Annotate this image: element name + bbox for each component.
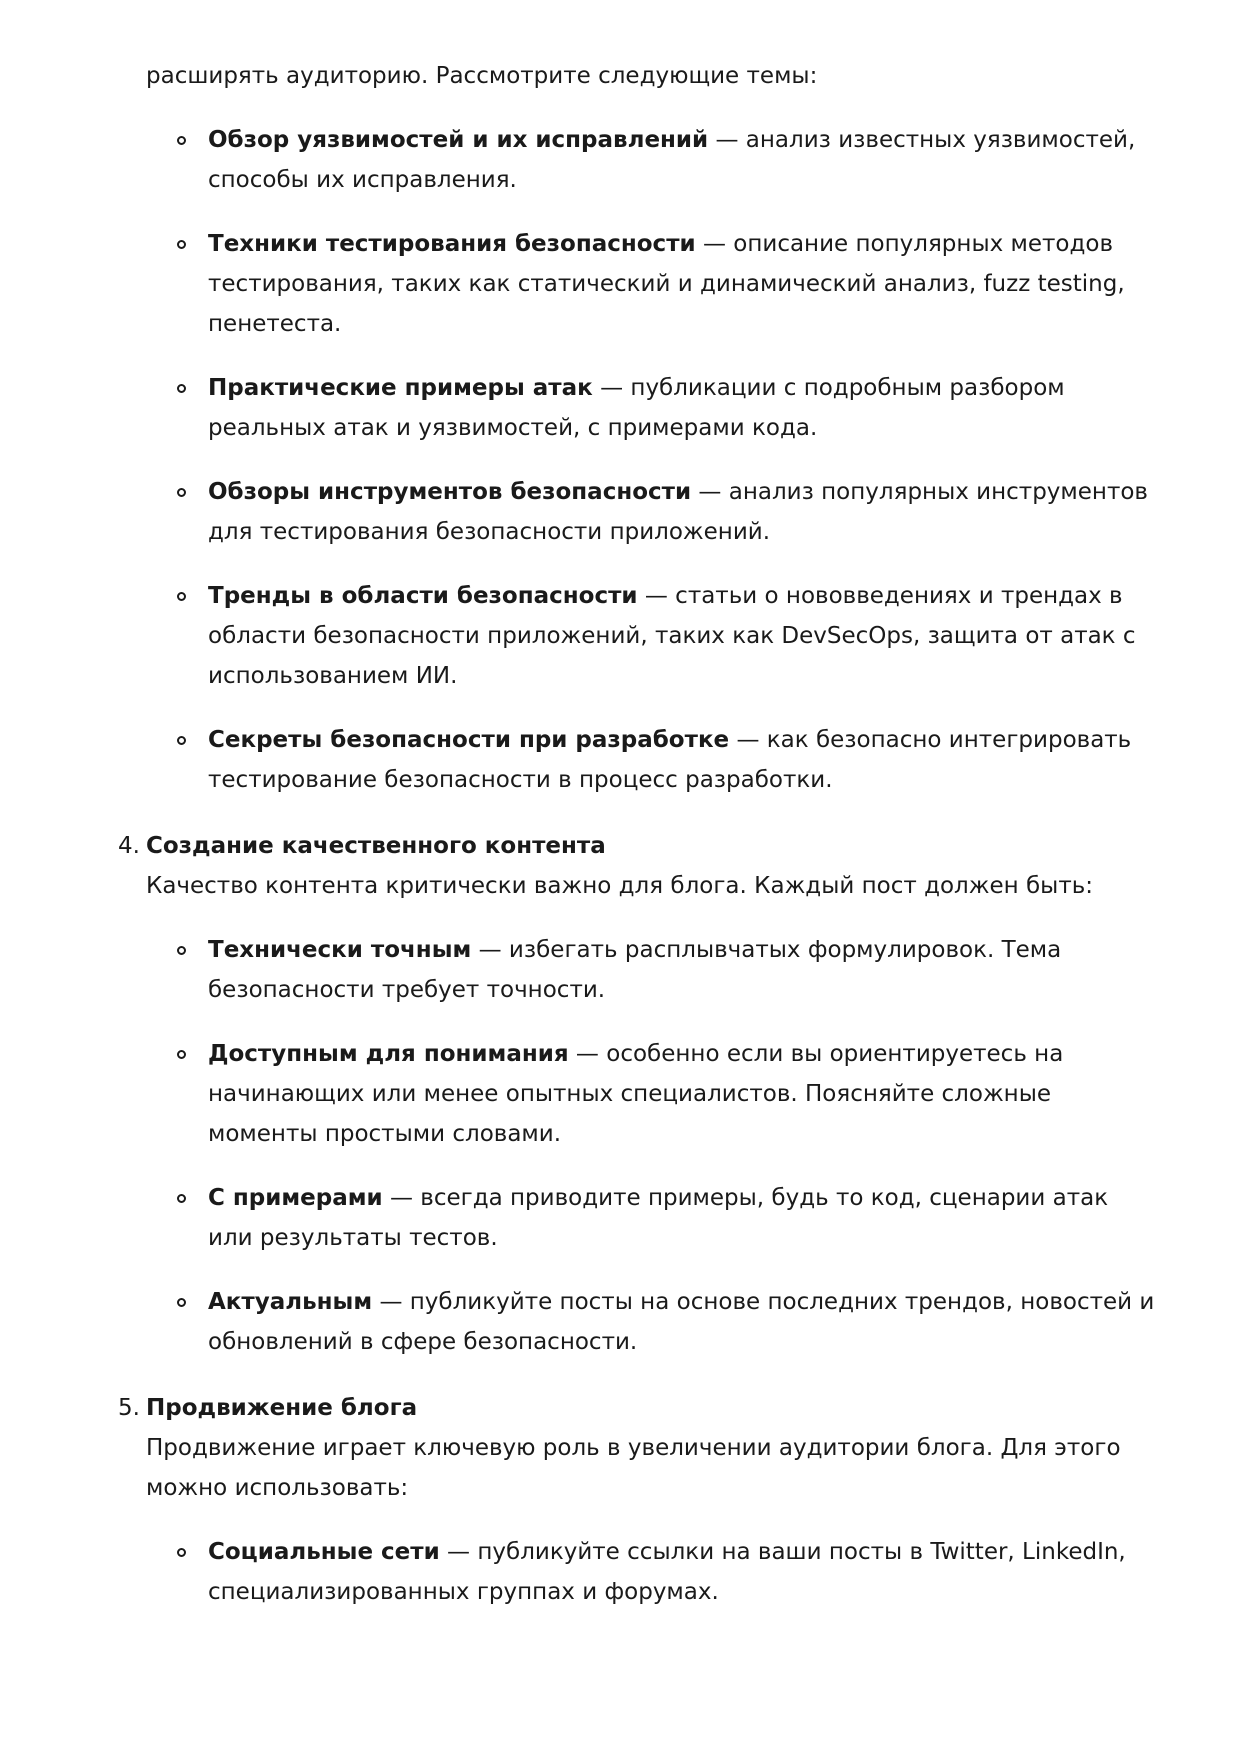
item-text: — публикации с подробным разбором реальных атак и уязвимостей, с примерами кода. [208,375,1065,441]
item-text: — публикуйте ссылки на ваши посты в Twitter, LinkedIn, специализированных группах и форумах. [208,1539,1126,1605]
item-text: — избегать расплывчатых формулировок. Тема безопасности требует точности. [208,937,1062,1003]
list-item [146,576,1156,696]
circle-bullet-icon [177,384,186,393]
item-bold-label: Социальные сети [208,1539,440,1565]
list-item [146,1532,1156,1612]
section-5-list [146,1532,1156,1612]
document-page [118,56,1156,1612]
item-text: — публикуйте посты на основе последних трендов, новостей и обновлений в сфере безопасности. [208,1289,1155,1355]
list-item [146,1178,1156,1258]
section-title: Создание качественного контента [146,833,606,859]
list-item [146,1282,1156,1362]
item-text: — анализ популярных инструментов для тестирования безопасности приложений. [208,479,1148,545]
item-bold-label: Практические примеры атак [208,375,593,401]
topics-list [146,120,1156,800]
item-text: — описание популярных методов тестирования, таких как статический и динамический анализ, fuzz testing, пенетеста. [208,231,1125,337]
item-text: — особенно если вы ориентируетесь на начинающих или менее опытных специалистов. Поясняйте сложные моменты простыми словами. [208,1041,1064,1147]
section-title: Продвижение блога [146,1395,418,1421]
item-bold-label: Обзор уязвимостей и их исправлений [208,127,709,153]
item-bold-label: Тренды в области безопасности [208,583,638,609]
list-item [146,472,1156,552]
section-4-list [146,930,1156,1362]
item-text: — анализ известных уязвимостей, способы их исправления. [208,127,1136,193]
list-item [146,720,1156,800]
section-intro: Качество контента критически важно для блога. Каждый пост должен быть: [146,873,1094,899]
item-bold-label: Доступным для понимания [208,1041,569,1067]
list-item [146,1034,1156,1154]
item-bold-label: Технически точным [208,937,472,963]
item-bold-label: Секреты безопасности при разработке [208,727,730,753]
circle-bullet-icon [177,946,186,955]
list-item [146,224,1156,344]
section-number: 4. [118,833,140,859]
circle-bullet-icon [177,240,186,249]
circle-bullet-icon [177,592,186,601]
circle-bullet-icon [177,136,186,145]
circle-bullet-icon [177,1548,186,1557]
section-4 [118,826,1156,1362]
circle-bullet-icon [177,736,186,745]
list-item [146,120,1156,200]
circle-bullet-icon [177,1194,186,1203]
list-item [146,930,1156,1010]
intro-paragraph: расширять аудиторию. Рассмотрите следующие темы: [146,63,818,89]
section-intro: Продвижение играет ключевую роль в увеличении аудитории блога. Для этого можно использовать: [146,1435,1121,1501]
section-5 [118,1388,1156,1612]
item-bold-label: Обзоры инструментов безопасности [208,479,692,505]
circle-bullet-icon [177,488,186,497]
item-text: — статьи о нововведениях и трендах в области безопасности приложений, таких как DevSecOps, защита от атак с использованием ИИ. [208,583,1136,689]
item-bold-label: Актуальным [208,1289,373,1315]
item-bold-label: С примерами [208,1185,383,1211]
circle-bullet-icon [177,1050,186,1059]
item-bold-label: Техники тестирования безопасности [208,231,696,257]
section-number: 5. [118,1395,140,1421]
item-text: — как безопасно интегрировать тестирование безопасности в процесс разработки. [208,727,1132,793]
list-item [146,368,1156,448]
item-text: — всегда приводите примеры, будь то код, сценарии атак или результаты тестов. [208,1185,1109,1251]
circle-bullet-icon [177,1298,186,1307]
